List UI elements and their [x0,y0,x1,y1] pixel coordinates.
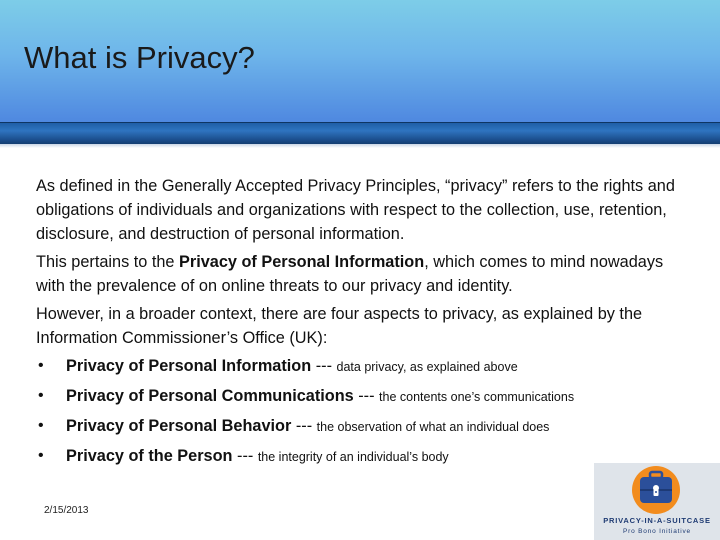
aspect-separator: --- [353,387,380,405]
list-item [36,354,686,379]
aspect-description: the observation of what an individual does [316,420,550,434]
bullet-icon: • [38,387,44,404]
paragraph-bold-term: Privacy of Personal Information [179,253,425,271]
aspect-description: the integrity of an individual’s body [257,450,449,464]
slide-date: 2/15/2013 [44,505,89,516]
logo-tagline: Pro Bono Initiative [623,528,691,535]
header-band [0,122,720,145]
list-item [36,384,686,409]
suitcase-lock-icon [626,465,686,517]
bullet-icon: • [38,447,44,464]
paragraph-definition: As defined in the Generally Accepted Privacy Principles, “privacy” refers to the rights and obligations of individuals and organizations with respect to the collection, use, retention, disclosure, and destruction of personal information. [36,177,675,243]
aspect-name: Privacy of Personal Communications [66,387,354,405]
paragraph-broader-context: However, in a broader context, there are four aspects to privacy, as explained by the Information Commissioner’s Office (UK): [36,305,643,347]
logo-name: PRIVACY-IN-A-SUITCASE [603,516,711,525]
title-header [0,0,720,122]
slide-body [36,174,686,474]
privacy-in-a-suitcase-logo [594,463,720,540]
aspect-description: data privacy, as explained above [336,360,518,374]
aspect-name: Privacy of the Person [66,447,233,465]
aspect-name: Privacy of Personal Information [66,357,312,375]
list-item [36,414,686,439]
bullet-icon: • [38,417,44,434]
privacy-aspects-list [36,354,686,469]
aspect-separator: --- [291,417,317,435]
aspect-separator: --- [232,447,258,465]
aspect-description: the contents one’s communications [379,390,575,404]
header-band-shadow [0,144,720,148]
paragraph-text: , which comes to mind nowadays with the prevalence of on online threats to our privacy and identity. [36,253,664,295]
aspect-name: Privacy of Personal Behavior [66,417,292,435]
bullet-icon: • [38,357,44,374]
paragraph-text: This pertains to the [36,253,179,271]
aspect-separator: --- [311,357,337,375]
paragraph-personal-information [36,250,686,298]
list-item [36,444,686,469]
slide-title: What is Privacy? [24,40,255,75]
